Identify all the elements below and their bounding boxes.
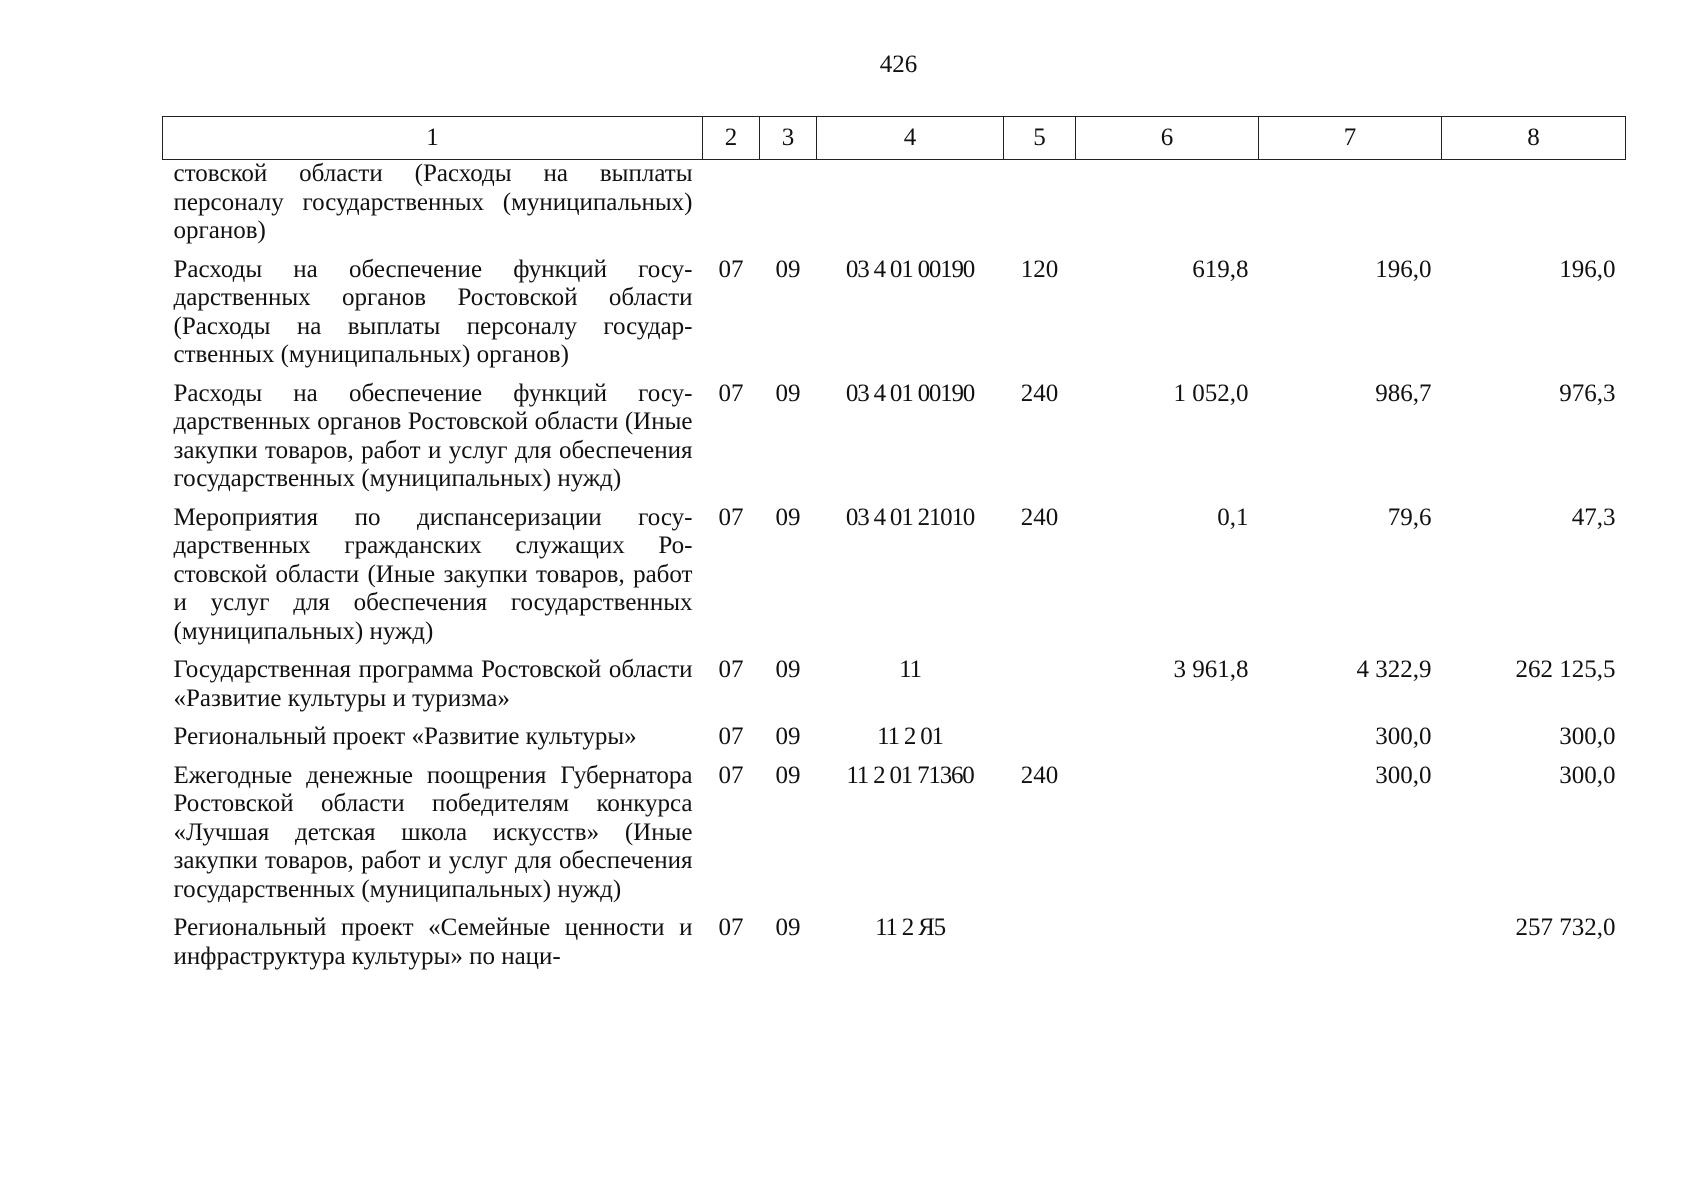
row-description: Ежегодные денежные поощрения Губернатора Ростовской области победителям конкурса «Лучшая детская школа искусств» (Иные закупки товаров, работ и услуг для обеспечения государственных (муниципальных) нужд) <box>173 761 693 903</box>
table-row <box>163 914 1626 981</box>
row-amount-col7: 4 322,9 <box>1356 656 1432 683</box>
row-amount-col7: 300,0 <box>1375 723 1432 750</box>
row-amount-col8: 300,0 <box>1559 761 1616 789</box>
row-target-article <box>817 160 1004 256</box>
row-amount-col8 <box>1442 160 1626 256</box>
row-subsection: 09 <box>775 723 801 750</box>
table-row <box>163 656 1626 723</box>
table-row <box>163 160 1626 256</box>
table-row <box>163 256 1626 380</box>
row-amount-col8: 257 732,0 <box>1515 914 1616 941</box>
row-amount-col6 <box>1076 762 1259 915</box>
row-subsection <box>760 160 817 256</box>
row-amount-col7 <box>1259 914 1442 981</box>
budget-table <box>162 116 1626 981</box>
row-section: 07 <box>718 761 744 789</box>
row-amount-col6 <box>1076 160 1259 256</box>
table-row <box>163 380 1626 504</box>
row-subsection: 09 <box>775 379 801 407</box>
row-section: 07 <box>718 503 744 531</box>
header-col-6: 6 <box>1076 117 1259 160</box>
row-section: 07 <box>718 255 744 283</box>
header-col-2: 2 <box>703 117 760 160</box>
row-amount-col8: 262 125,5 <box>1515 656 1616 683</box>
row-description: стовской области (Расходы на выплаты персоналу государственных (муниципальных) органов) <box>173 160 693 244</box>
row-section: 07 <box>718 656 744 683</box>
row-amount-col6 <box>1076 914 1259 981</box>
row-expense-type: 240 <box>1020 761 1059 789</box>
header-col-7: 7 <box>1259 117 1442 160</box>
row-description: Государственная программа Ростовской области «Развитие культуры и туризма» <box>173 656 693 712</box>
row-amount-col7: 986,7 <box>1375 379 1432 407</box>
row-subsection: 09 <box>775 503 801 531</box>
row-amount-col7: 300,0 <box>1375 761 1432 789</box>
row-expense-type <box>1004 723 1076 762</box>
row-amount-col7: 79,6 <box>1387 503 1432 531</box>
header-row <box>163 117 1626 160</box>
row-section <box>703 160 760 256</box>
row-amount-col8: 196,0 <box>1559 255 1616 283</box>
table-row <box>163 723 1626 762</box>
row-amount-col6 <box>1076 723 1259 762</box>
table-row <box>163 762 1626 915</box>
row-expense-type <box>1004 656 1076 723</box>
row-target-article: 11 <box>899 656 921 683</box>
row-amount-col7: 196,0 <box>1375 255 1432 283</box>
row-amount-col8: 300,0 <box>1559 723 1616 750</box>
row-amount-col6: 0,1 <box>1217 503 1249 531</box>
row-amount-col7 <box>1259 160 1442 256</box>
table-row <box>163 504 1626 657</box>
header-col-1: 1 <box>163 117 703 160</box>
row-description: Мероприятия по диспансеризации государственных гражданских служащих Ростовской области (Иные закупки товаров, работ и услуг для обеспечения государственных (муниципальных) нужд) <box>173 503 693 645</box>
row-subsection: 09 <box>775 656 801 683</box>
row-section: 07 <box>718 723 744 750</box>
row-target-article: 03 4 01 00190 <box>845 255 975 283</box>
row-subsection: 09 <box>775 255 801 283</box>
row-target-article: 11 2 01 71360 <box>846 761 974 789</box>
row-target-article: 03 4 01 21010 <box>845 503 975 531</box>
table-header <box>163 117 1626 160</box>
row-expense-type <box>1004 914 1076 981</box>
row-description: Расходы на обеспечение функций государственных органов Ростовской области (Иные закупки товаров, работ и услуг для обеспечения государственных (муниципальных) нужд) <box>173 379 693 492</box>
row-expense-type: 120 <box>1020 255 1059 283</box>
row-amount-col8: 976,3 <box>1559 379 1616 407</box>
row-target-article: 11 2 Я5 <box>875 914 945 941</box>
page-number: 426 <box>879 51 918 78</box>
header-col-3: 3 <box>760 117 817 160</box>
row-amount-col6: 3 961,8 <box>1173 656 1249 683</box>
row-section: 07 <box>718 379 744 407</box>
row-expense-type: 240 <box>1020 379 1059 407</box>
row-expense-type: 240 <box>1020 503 1059 531</box>
header-col-5: 5 <box>1004 117 1076 160</box>
row-description: Региональный проект «Развитие культуры» <box>173 723 637 750</box>
row-subsection: 09 <box>775 761 801 789</box>
table-body <box>163 160 1626 982</box>
row-description: Расходы на обеспечение функций государственных органов Ростовской области (Расходы на выплаты персоналу государственных (муниципальных) органов) <box>173 255 693 368</box>
row-subsection: 09 <box>775 914 801 941</box>
row-section: 07 <box>718 914 744 941</box>
header-col-8: 8 <box>1442 117 1626 160</box>
row-expense-type <box>1004 160 1076 256</box>
row-amount-col6: 619,8 <box>1192 255 1249 283</box>
row-target-article: 03 4 01 00190 <box>845 379 975 407</box>
header-col-4: 4 <box>817 117 1004 160</box>
row-amount-col6: 1 052,0 <box>1173 379 1249 407</box>
row-amount-col8: 47,3 <box>1571 503 1616 531</box>
row-description: Региональный проект «Семейные ценности и инфраструктура культуры» по наци- <box>173 914 693 970</box>
row-target-article: 11 2 01 <box>877 723 943 750</box>
